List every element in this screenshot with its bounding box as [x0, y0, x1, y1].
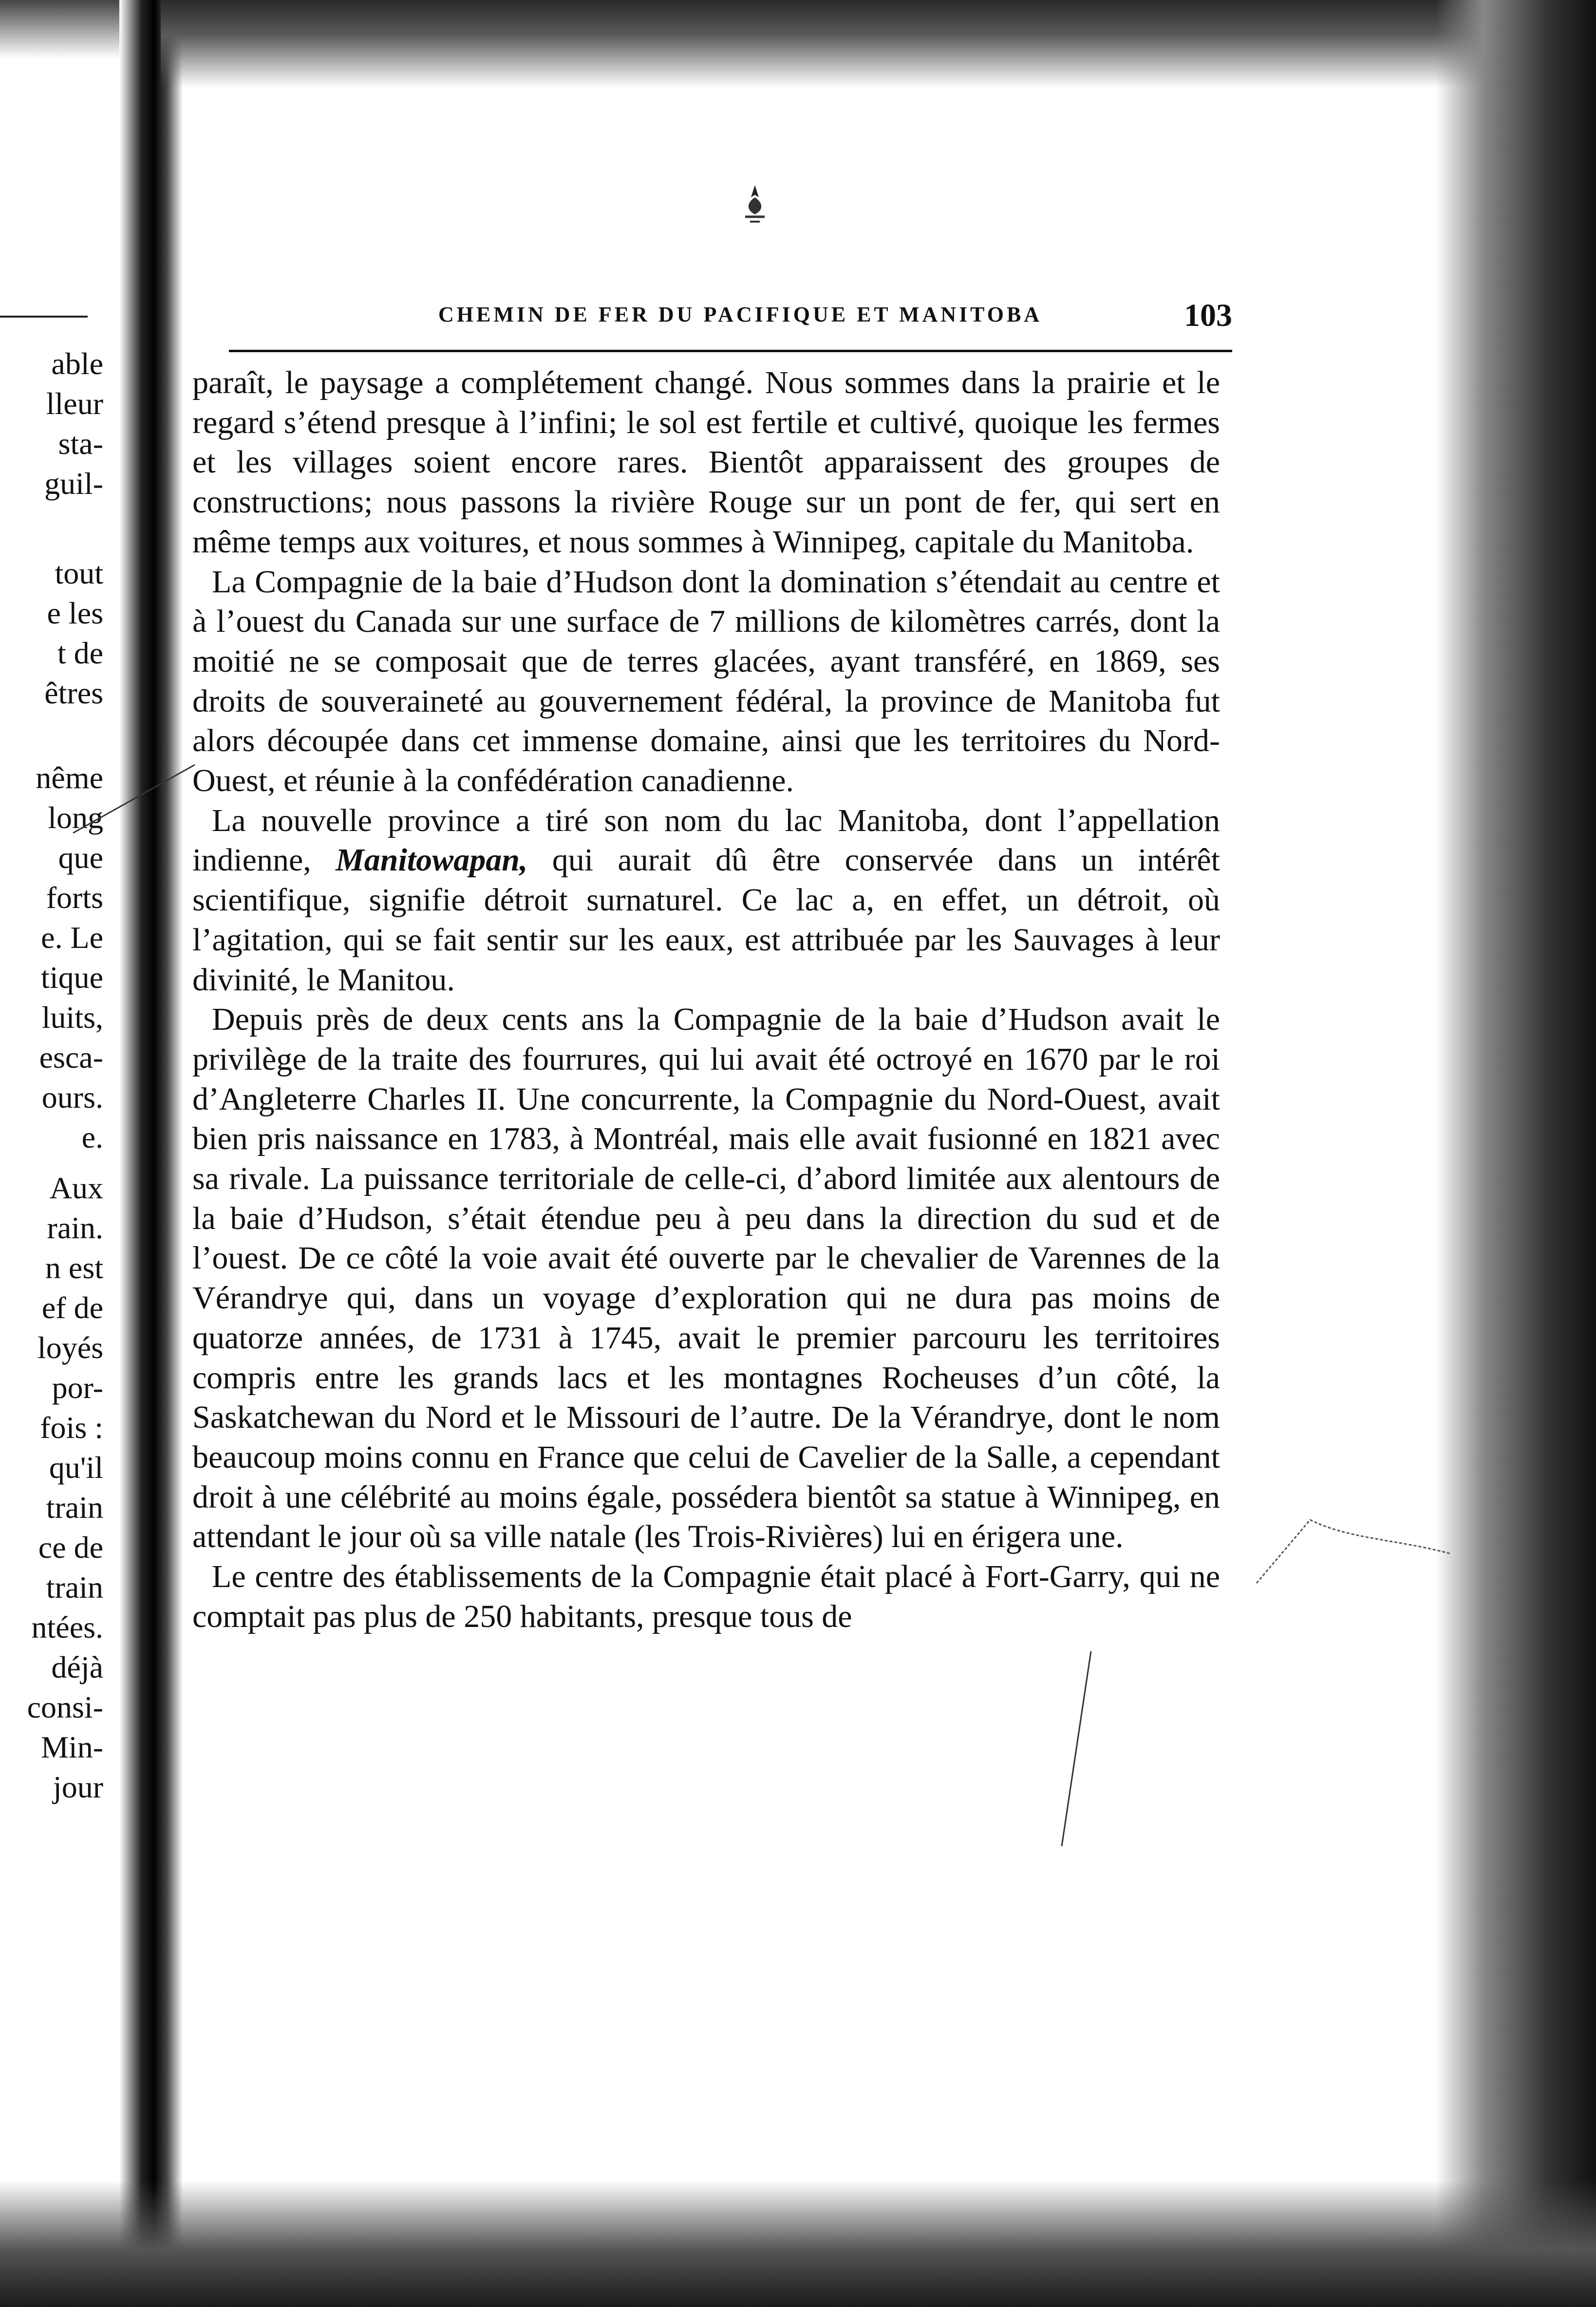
left-page-fragment: por- [52, 1370, 103, 1405]
left-page-fragment: guil- [44, 466, 103, 501]
book-gutter [119, 0, 183, 2307]
left-page-fragment: Aux [49, 1171, 103, 1205]
header-rule [229, 350, 1232, 352]
left-page-fragment: tout [55, 556, 103, 590]
left-page-fragment: forts [46, 880, 103, 915]
scan-bottom-edge [0, 2180, 1596, 2307]
pencil-mark [1252, 1510, 1456, 1588]
leaf-ornament-icon [735, 183, 774, 227]
left-page-fragment: tique [41, 960, 103, 995]
scan-corner-shadow [0, 0, 127, 58]
pencil-mark [1057, 1646, 1096, 1851]
left-page-fragment: able [51, 346, 103, 381]
left-page-fragment: esca- [39, 1040, 103, 1075]
left-page-fragment: jour [53, 1770, 103, 1804]
paragraph-text: La nouvelle province a tiré son nom du lac Manitoba, dont l’appellation indienne, [192, 802, 1220, 878]
left-page-fragment: que [58, 840, 103, 875]
left-page-fragment: t de [57, 636, 103, 670]
paragraph: Le centre des établissements de la Compagnie était placé à Fort-Garry, qui ne comptait pas plus de 250 habitants, presque tous de [192, 1559, 1220, 1634]
left-page-fragment: train [46, 1490, 103, 1525]
left-page-fragment: luits, [41, 1000, 103, 1035]
left-page-fragment: ce de [38, 1530, 103, 1565]
paragraph: Depuis près de deux cents ans la Compagnie de la baie d’Hudson avait le privilège de la traite des fourrures, qui lui avait été octroyé en 1670 par le roi d’Angleterre Charles II. Une concurrente, la Compagnie du Nord-Ouest, avait bien pris naissance en 1783, à Montréal, mais elle avait fusionné en 1821 avec sa rivale. La puissance territoriale de celle-ci, d’abord limitée aux alentours de la baie d’Hudson, s’était étendue peu à peu dans la direction du sud et de l’ouest. De ce côté la voie avait été ouverte par le chevalier de Varennes de la Vérandrye qui, dans un voyage d’exploration qui ne dura pas moins de quatorze années, de 1731 à 1745, avait le premier parcouru les territoires compris entre les grands lacs et les montagnes Rocheuses d’un côté, la Saskatchewan du Nord et le Missouri de l’autre. De la Vérandrye, dont le nom beaucoup moins connu en France que celui de Cavelier de la Salle, a cependant droit à une célébrité au moins égale, possédera bientôt sa statue à Winnipeg, en attendant le jour où sa ville natale (les Trois-Rivières) lui en érigera une. [192, 1002, 1220, 1555]
paragraph: paraît, le paysage a complétement changé. Nous sommes dans la prairie et le regard s’étend presque à l’infini; le sol est fertile et cultivé, quoique les fermes et les villages soient encore rares. Bientôt apparaissent des groupes de constructions; nous passons la rivière Rouge sur un pont de fer, qui sert en même temps aux voitures, et nous sommes à Winnipeg, capitale du Manitoba. [192, 365, 1220, 560]
left-page-fragment: ef de [41, 1290, 103, 1325]
paragraph-text: qui aurait dû être conservée dans un intérêt scientifique, signifie détroit surnaturel. Ce lac a, en effet, un détroit, où l’agitation, qui se fait sentir sur les eaux, est attribuée par les Sauvages à leur divinité, le Manitou. [192, 842, 1220, 998]
left-page-fragment: long [48, 800, 103, 835]
left-page-fragment: e. [81, 1120, 103, 1154]
left-page-fragment: qu'il [49, 1450, 103, 1485]
left-page-fragment: nême [36, 760, 103, 795]
left-page-fragment: ours. [41, 1080, 103, 1115]
left-page-fragment: loyés [37, 1330, 103, 1365]
scan-right-edge [1435, 0, 1596, 2307]
scan-top-edge [161, 0, 1596, 88]
left-page-fragment: e les [47, 596, 103, 630]
left-page-fragment: ntées. [31, 1610, 103, 1645]
left-page-fragment: e. Le [41, 920, 103, 955]
left-page-fragment: lleur [46, 386, 103, 421]
left-page-fragment: êtres [44, 676, 103, 710]
running-header [229, 297, 1232, 346]
paragraph: La Compagnie de la baie d’Hudson dont la domination s’étendait au centre et à l’ouest du Canada sur une surface de 7 millions de kilomètres carrés, dont la moitié ne se composait que de terres glacées, ayant transféré, en 1869, ses droits de souveraineté au gouvernement fédéral, la province de Manitoba fut alors découpée dans cet immense domaine, ainsi que les territoires du Nord-Ouest, et réunie à la confédération canadienne. [192, 564, 1220, 799]
left-page-fragment: n est [45, 1250, 103, 1285]
left-page-fragment: rain. [47, 1210, 103, 1245]
page-number: 103 [1184, 298, 1232, 333]
left-page-fragment: consi- [27, 1690, 103, 1724]
header-title: CHEMIN DE FER DU PACIFIQUE ET MANITOBA [438, 303, 1043, 326]
main-text [192, 363, 1220, 1637]
left-page-fragment: déjà [51, 1650, 103, 1684]
pencil-mark [68, 760, 205, 838]
left-page-fragment: Min- [41, 1730, 103, 1764]
left-page-fragment: fois : [40, 1410, 103, 1445]
left-page-fragment: sta- [58, 426, 103, 461]
paragraph [192, 801, 1220, 1000]
left-page-fragment: train [46, 1570, 103, 1605]
italic-term: Manitowapan, [336, 842, 528, 878]
left-facing-page [0, 312, 117, 1871]
